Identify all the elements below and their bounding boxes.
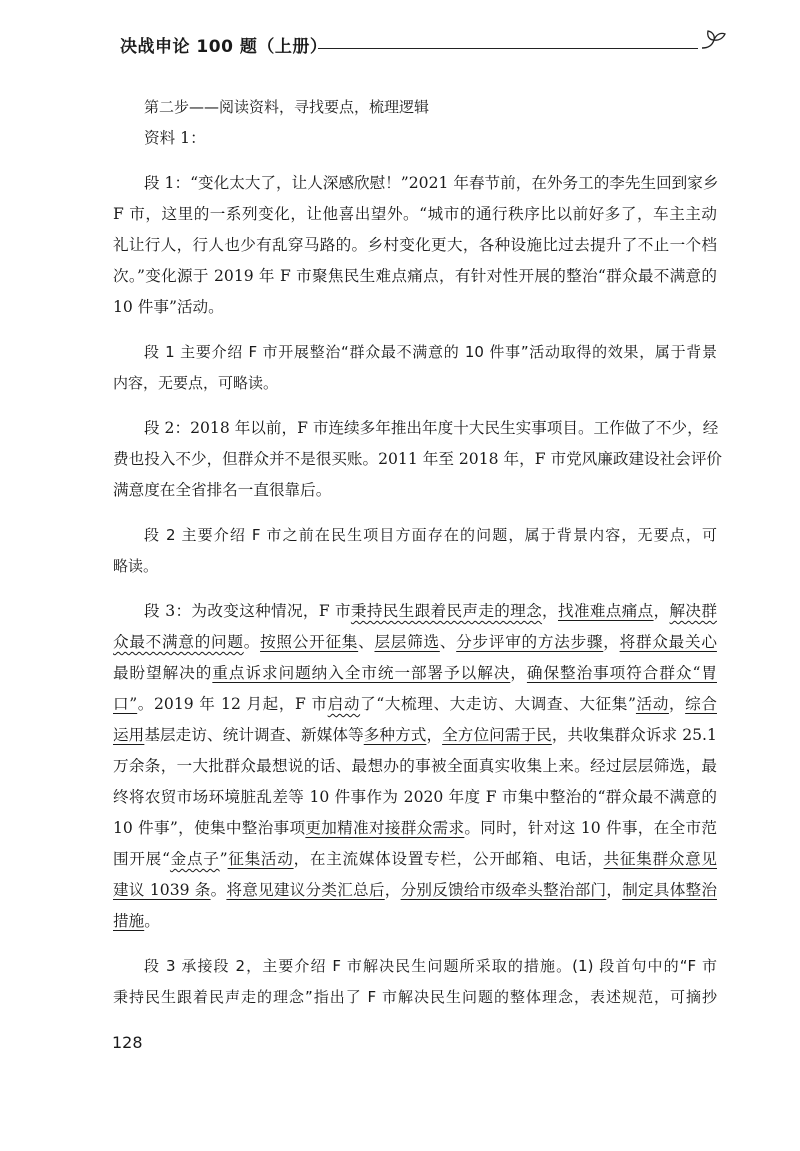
paragraph-3 xyxy=(113,596,717,937)
text-line: 建议 1039 条。将意见建议分类汇总后，分别反馈给市级牵头整治部门，制定具体整治 xyxy=(113,881,717,899)
paragraph-1 xyxy=(113,168,717,323)
text-line: 运用基层走访、统计调查、新媒体等多种方式，全方位问需于民，共收集群众诉求 25.1 xyxy=(113,726,717,744)
analysis-line: 秉持民生跟着民声走的理念”指出了 F 市解决民生问题的整体理念，表述规范，可摘抄 xyxy=(113,988,717,1006)
key-point: 活动 xyxy=(635,695,669,713)
key-point: 综合 xyxy=(685,695,717,713)
key-point: 金点子 xyxy=(169,850,220,868)
key-point: 众最不满意的问题 xyxy=(113,633,244,651)
text-line: 万余条，一大批群众最想说的话、最想办的事被全面真实收集上来。经过层层筛选，最 xyxy=(113,757,717,775)
analysis-line: 内容，无要点，可略读。 xyxy=(113,374,279,392)
key-point: 找准难点痛点 xyxy=(557,602,654,620)
text-line: F 市，这里的一系列变化，让他喜出望外。“城市的通行秩序比以前好多了，车主主动 xyxy=(113,205,717,223)
key-point: 征集活动 xyxy=(227,850,294,868)
key-point: 分别反馈给市级牵头整治部门 xyxy=(400,881,607,899)
sprout-icon xyxy=(698,28,730,56)
key-point: 将群众最关心 xyxy=(619,633,717,651)
analysis-line: 段 1 主要介绍 F 市开展整治“群众最不满意的 10 件事”活动取得的效果，属于背景 xyxy=(144,343,717,361)
key-point: 解决群 xyxy=(669,602,717,620)
material-label: 资料 1： xyxy=(144,129,206,147)
key-point: 措施 xyxy=(113,912,145,930)
key-point: 启动 xyxy=(327,695,361,713)
text-line: 次。”变化源于 2019 年 F 市聚焦民生难点痛点，有针对性开展的整治“群众最不满意的 xyxy=(113,267,717,285)
key-point: 按照公开征集 xyxy=(260,633,359,651)
text-line: 最盼望解决的重点诉求问题纳入全市统一部署予以解决，确保整治事项符合群众“胃 xyxy=(113,664,717,682)
page-content xyxy=(113,92,723,1013)
key-point: 秉持民生跟着民声走的理念 xyxy=(350,602,543,620)
analysis-line: 段 2 主要介绍 F 市之前在民生项目方面存在的问题，属于背景内容，无要点，可 xyxy=(144,526,717,544)
analysis-3 xyxy=(113,951,717,1013)
text-line: 众最不满意的问题。按照公开征集、层层筛选、分步评审的方法步骤，将群众最关心 xyxy=(113,633,717,651)
header-rule xyxy=(318,48,698,49)
key-point: 口” xyxy=(113,695,138,713)
running-header xyxy=(120,26,730,62)
key-point: 运用 xyxy=(113,726,145,744)
text-line: 口”。2019 年 12 月起，F 市启动了“大梳理、大走访、大调查、大征集”活动，综合 xyxy=(113,695,717,713)
key-point: 将意见建议分类汇总后 xyxy=(226,881,385,899)
analysis-2 xyxy=(113,520,717,582)
key-point: 建议 1039 条 xyxy=(113,881,211,899)
key-point: 确保整治事项符合群众“胃 xyxy=(526,664,717,682)
paragraph-2 xyxy=(113,413,723,506)
step-title: 第二步——阅读资料，寻找要点，梳理逻辑 xyxy=(144,98,430,116)
key-point: 重点诉求问题纳入全市统一部署予以解决 xyxy=(212,664,511,682)
book-title: 决战申论 100 题（上册） xyxy=(120,37,328,57)
key-point: 制定具体整治 xyxy=(622,881,717,899)
key-point: 全方位问需于民 xyxy=(442,726,552,744)
text-line: 围开展“金点子”征集活动，在主流媒体设置专栏，公开邮箱、电话，共征集群众意见 xyxy=(113,850,717,868)
key-point: 共征集群众意见 xyxy=(603,850,717,868)
key-point: 层层筛选 xyxy=(374,633,440,651)
page-number: 128 xyxy=(112,1033,143,1052)
key-point: 分步评审的方法步骤 xyxy=(456,633,604,651)
text-line: 费也投入不少，但群众并不是很买账。2011 年至 2018 年，F 市党风廉政建设社会评价 xyxy=(113,450,723,468)
text-line: 段 2：2018 年以前，F 市连续多年推出年度十大民生实事项目。工作做了不少，经 xyxy=(144,419,719,437)
text-line: 10 件事”，使集中整治事项更加精准对接群众需求。同时，针对这 10 件事，在全市范 xyxy=(113,819,717,837)
text-line: 措施。 xyxy=(113,912,160,930)
text-line: 满意度在全省排名一直很靠后。 xyxy=(113,481,332,499)
text-line: 段 1：“变化太大了，让人深感欣慰！”2021 年春节前，在外务工的李先生回到家乡 xyxy=(144,174,719,192)
analysis-line: 略读。 xyxy=(113,557,159,575)
analysis-1 xyxy=(113,337,717,399)
text-line: 段 3：为改变这种情况，F 市秉持民生跟着民声走的理念，找准难点痛点，解决群 xyxy=(144,602,717,620)
key-point: 多种方式 xyxy=(363,726,427,744)
key-point: 更加精准对接群众需求 xyxy=(305,819,465,837)
analysis-line: 段 3 承接段 2，主要介绍 F 市解决民生问题所采取的措施。(1) 段首句中的“F 市 xyxy=(144,957,717,975)
text-line: 10 件事”活动。 xyxy=(113,298,224,316)
text-line: 终将农贸市场环境脏乱差等 10 件事作为 2020 年度 F 市集中整治的“群众最不满意的 xyxy=(113,788,717,806)
text-line: 礼让行人，行人也少有乱穿马路的。乡村变化更大，各种设施比过去提升了不止一个档 xyxy=(113,236,717,254)
